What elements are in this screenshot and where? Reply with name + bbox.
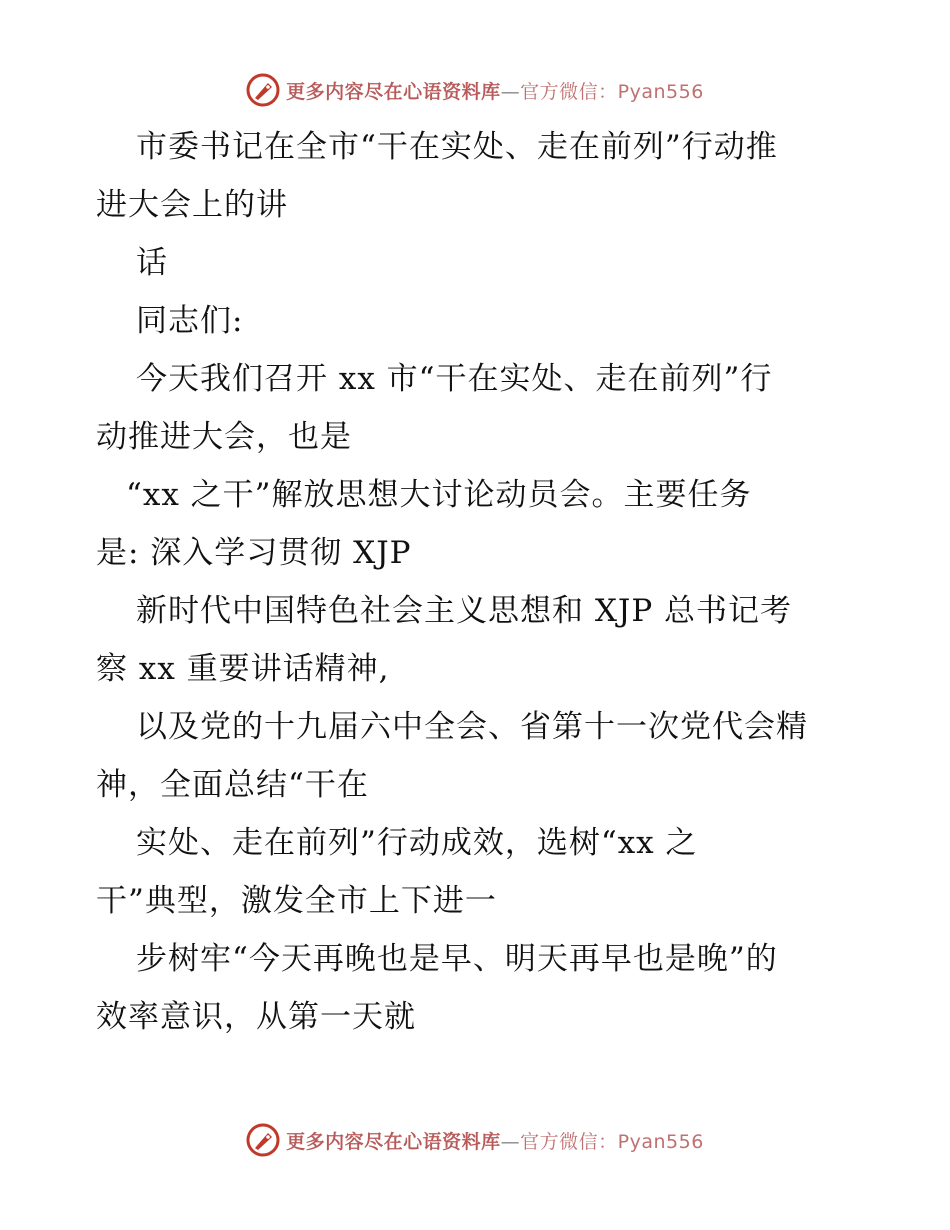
- wechat-id: 官方微信：Pyan556: [520, 80, 704, 103]
- doc-line: 是: 深入学习贯彻 XJP: [96, 535, 412, 571]
- doc-line: 实处、走在前列”行动成效，选树“xx 之: [136, 825, 698, 861]
- banner-dash: —: [500, 80, 521, 103]
- doc-line: 今天我们召开 xx 市“干在实处、走在前列”行: [136, 361, 773, 397]
- doc-line: “xx 之干”解放思想大讨论动员会。主要任务: [126, 477, 752, 513]
- wechat-id: 官方微信：Pyan556: [520, 1130, 704, 1153]
- pen-nib-icon: [246, 1123, 280, 1157]
- doc-line: 进大会上的讲: [96, 187, 288, 223]
- banner-dash: —: [500, 1130, 521, 1153]
- doc-line: 察 xx 重要讲话精神,: [96, 651, 390, 687]
- doc-line: 新时代中国特色社会主义思想和 XJP 总书记考: [136, 593, 793, 629]
- doc-line: 以及党的十九届六中全会、省第十一次党代会精: [136, 709, 808, 745]
- doc-line: 话: [136, 245, 168, 281]
- doc-line: 同志们:: [136, 303, 244, 339]
- pen-nib-icon: [246, 73, 280, 107]
- doc-line: 效率意识，从第一天就: [96, 999, 416, 1035]
- library-name: 更多内容尽在心语资料库: [286, 1130, 501, 1153]
- footer-banner: [0, 1120, 950, 1160]
- banner-text: [286, 77, 704, 104]
- header-banner: [0, 70, 950, 110]
- library-name: 更多内容尽在心语资料库: [286, 80, 501, 103]
- banner-text: [286, 1127, 704, 1154]
- doc-line: 市委书记在全市“干在实处、走在前列”行动推: [136, 129, 778, 165]
- doc-line: 神，全面总结“干在: [96, 767, 369, 803]
- doc-line: 干”典型，激发全市上下进一: [96, 883, 497, 919]
- doc-line: 步树牢“今天再晚也是早、明天再早也是晚”的: [136, 941, 778, 977]
- document-body: [96, 118, 866, 1046]
- doc-line: 动推进大会，也是: [96, 419, 352, 455]
